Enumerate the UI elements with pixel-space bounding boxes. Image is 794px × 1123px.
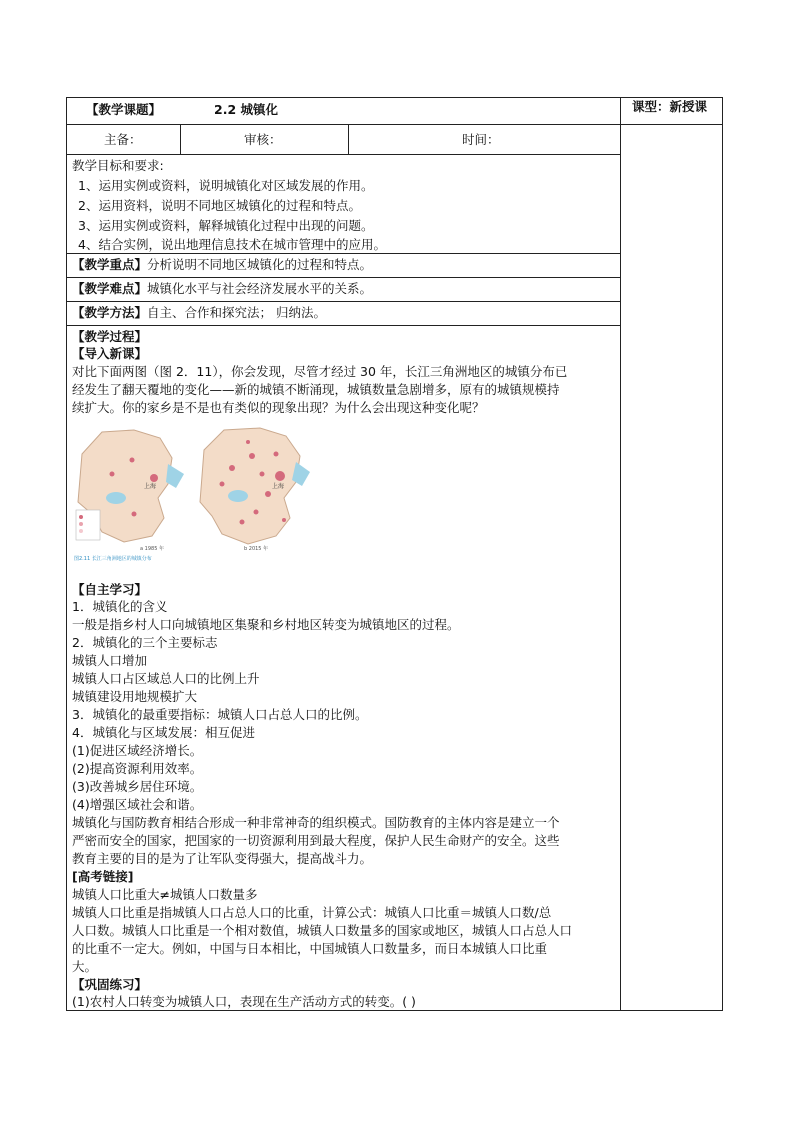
defense-line: 教育主要的目的是为了让军队变得强大，提高战斗力。 [72, 851, 373, 866]
self-study-line: 城镇建设用地规模扩大 [72, 689, 198, 704]
lesson-label: 【教学课题】 [86, 102, 162, 117]
map-2015-city-dot [260, 472, 265, 477]
objectives-line [66, 253, 621, 254]
preparer-label: 主备： [104, 132, 142, 147]
map-1985-city-dot [110, 472, 115, 477]
self-study-line: 一般是指乡村人口向城镇地区集聚和乡村地区转变为城镇地区的过程。 [72, 617, 460, 632]
self-study-line: 城镇人口增加 [72, 653, 148, 668]
process-title: 【教学过程】 [72, 329, 148, 344]
right-column-divider [620, 97, 621, 1011]
exam-link-line: 大。 [72, 959, 98, 974]
time-label: 时间： [462, 132, 500, 147]
objectives-title: 教学目标和要求: [72, 158, 164, 173]
self-study-line: (2)提高资源利用效率。 [72, 761, 203, 776]
intro-line: 续扩大。你的家乡是不是也有类似的现象出现？为什么会出现这种变化呢？ [72, 400, 485, 415]
map-figure-caption: 图2.11 长江三角洲地区的城镇分布 [74, 556, 152, 562]
defense-line: 城镇化与国防教育相结合形成一种非常神奇的组织模式。国防教育的主体内容是建立一个 [72, 815, 560, 830]
map-2015-city-dot [240, 520, 245, 525]
map-2015-city-dot [249, 453, 255, 459]
practice-title: 【巩固练习】 [72, 977, 148, 992]
exam-link-line: 城镇人口比重大≠城镇人口数量多 [72, 887, 258, 902]
map-2015-city-label: 上海 [272, 483, 285, 490]
lesson-title: 2.2 城镇化 [214, 102, 278, 117]
map-1985-lake [106, 492, 126, 504]
yangtze-delta-map-figure [72, 424, 312, 562]
map-2015-city-dot [254, 510, 259, 515]
keypoint-line [66, 277, 621, 278]
exam-link-line: 的比重不一定大。例如，中国与日本相比，中国城镇人口数量多，而日本城镇人口比重 [72, 941, 548, 956]
key-point-text: 分析说明不同地区城镇化的过程和特点。 [147, 257, 373, 272]
map-2015-caption: b 2015 年 [244, 546, 269, 552]
course-type: 课型：新授课 [632, 99, 708, 114]
self-study-line: 1．城镇化的含义 [72, 599, 168, 614]
method-row [72, 304, 326, 321]
difficulty-label: 【教学难点】 [72, 281, 148, 296]
exam-link-line: 城镇人口比重是指城镇人口占总人口的比重，计算公式：城镇人口比重＝城镇人口数/总 [72, 905, 552, 920]
exam-link-line: 人口数。城镇人口比重是一个相对数值，城镇人口数量多的国家或地区，城镇人口占总人口 [72, 923, 573, 938]
map-2015-city-dot [282, 518, 286, 522]
objective-item: 2、运用资料，说明不同地区城镇化的过程和特点。 [78, 198, 361, 213]
self-study-line: (4)增强区域社会和谐。 [72, 797, 203, 812]
reviewer-label: 审核： [244, 132, 282, 147]
map-2015-city-dot [246, 440, 250, 444]
self-study-line: (3)改善城乡居住环境。 [72, 779, 203, 794]
difficulty-line [66, 301, 621, 302]
map-svg [72, 424, 312, 562]
staff-divider-1 [180, 124, 181, 154]
intro-line: 对比下面两图（图 2．11），你会发现，尽管才经过 30 年，长江三角洲地区的城镇分布已 [72, 364, 568, 379]
staff-row-line [66, 154, 621, 155]
map-1985-caption: a 1985 年 [140, 546, 164, 552]
objective-item: 4、结合实例，说出地理信息技术在城市管理中的应用。 [78, 237, 386, 252]
map-2015-city-dot [275, 471, 285, 481]
header-row-line [66, 124, 723, 125]
method-label: 【教学方法】 [72, 305, 148, 320]
map-1985-city-dot [130, 458, 135, 463]
method-text: 自主、合作和探究法； 归纳法。 [147, 305, 326, 320]
difficulty-text: 城镇化水平与社会经济发展水平的关系。 [147, 281, 373, 296]
map-2015-city-dot [229, 465, 235, 471]
exam-link-title: [高考链接] [72, 869, 134, 884]
difficulty-row [72, 280, 372, 297]
self-study-line: 2．城镇化的三个主要标志 [72, 635, 218, 650]
intro-title: 【导入新课】 [72, 346, 148, 361]
key-point-label: 【教学重点】 [72, 257, 148, 272]
self-study-line: 4．城镇化与区域发展：相互促进 [72, 725, 255, 740]
self-study-line: (1)促进区域经济增长。 [72, 743, 203, 758]
map-2015-lake [228, 490, 248, 502]
objective-item: 3、运用实例或资料，解释城镇化过程中出现的问题。 [78, 218, 374, 233]
method-line [66, 325, 621, 326]
self-study-line: 城镇人口占区域总人口的比例上升 [72, 671, 260, 686]
map-2015-city-dot [220, 482, 225, 487]
practice-question-1: (1)农村人口转变为城镇人口，表现在生产活动方式的转变。( ) [72, 994, 416, 1009]
map-1985-city-label: 上海 [144, 483, 157, 490]
key-point-row [72, 256, 372, 273]
self-study-line: 3．城镇化的最重要指标：城镇人口占总人口的比例。 [72, 707, 368, 722]
self-study-title: 【自主学习】 [72, 582, 148, 597]
map-2015-city-dot [265, 491, 271, 497]
intro-line: 经发生了翻天覆地的变化——新的城镇不断涌现，城镇数量急剧增多，原有的城镇规模持 [72, 382, 560, 397]
defense-line: 严密而安全的国家，把国家的一切资源利用到最大程度，保护人民生命财产的安全。这些 [72, 833, 560, 848]
map-1985-city-dot [150, 474, 158, 482]
staff-divider-2 [348, 124, 349, 154]
map-1985-city-dot [132, 512, 137, 517]
map-2015-city-dot [274, 452, 279, 457]
objective-item: 1、运用实例或资料，说明城镇化对区域发展的作用。 [78, 178, 374, 193]
